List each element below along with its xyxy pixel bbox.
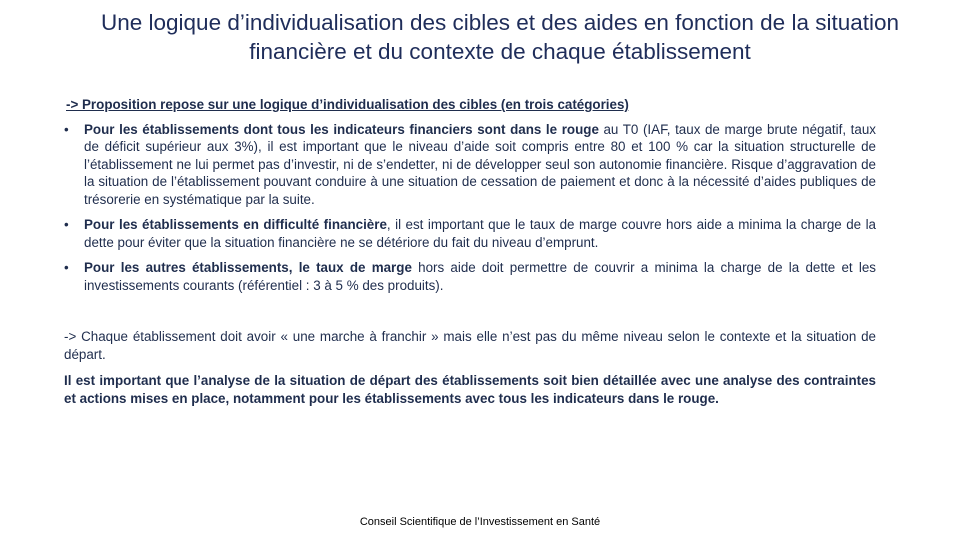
bullet-lead: Pour les établissements en difficulté financière <box>84 217 387 232</box>
analyse-paragraph: Il est important que l’analyse de la situation de départ des établissements soit bien détaillée avec une analyse des contraintes et actions mises en place, notamment pour les établissements avec tous les indicateurs dans le rouge. <box>64 373 876 406</box>
bullet-text: , il est important que le taux de marge couvre hors aide a minima la charge de la dette pour éviter que la situation financière ne se détériore du fait du niveau d’emprunt. <box>84 217 876 250</box>
footer-text: Conseil Scientifique de l’Investissement en Santé <box>359 516 601 528</box>
list-item <box>64 216 876 251</box>
bullet-icon: • <box>64 260 69 275</box>
proposition-heading: -> Proposition repose sur une logique d’individualisation des cibles (en trois catégories) <box>66 97 629 112</box>
list-item <box>64 259 876 294</box>
marche-paragraph: -> Chaque établissement doit avoir « une marche à franchir » mais elle n’est pas du même niveau selon le contexte et la situation de départ. <box>64 329 876 362</box>
bullet-lead: Pour les établissements dont tous les indicateurs financiers sont dans le rouge <box>84 121 599 137</box>
bullet-text: au T0 (IAF, taux de marge brute négatif, taux de déficit supérieur aux 3%), il est important que le niveau d’aide soit compris entre 80 et 100 % car la situation structurelle de l’établissement ne lui permet pas d’investir, ni de s’endetter, ni de développer seul son autonomie financière. Risque d’aggravation de la situation de l’établissement pouvant conduire à une situation de cessation de paiement et donc à la nécessité d’aides publiques de trésorerie en systématique par la suite. <box>84 121 876 207</box>
bullet-icon: • <box>64 121 69 137</box>
list-item <box>64 121 876 209</box>
slide-body <box>64 96 876 407</box>
bullet-icon: • <box>64 217 69 232</box>
bullet-lead: Pour les autres établissements, le taux de marge <box>84 260 412 275</box>
bullet-text: hors aide doit permettre de couvrir a minima la charge de la dette et les investissements courants (référentiel : 3 à 5 % des produits). <box>84 260 876 293</box>
category-list <box>64 121 876 295</box>
slide-title: Une logique d’individualisation des cibles et des aides en fonction de la situation financière et du contexte de chaque établissement <box>100 10 900 64</box>
